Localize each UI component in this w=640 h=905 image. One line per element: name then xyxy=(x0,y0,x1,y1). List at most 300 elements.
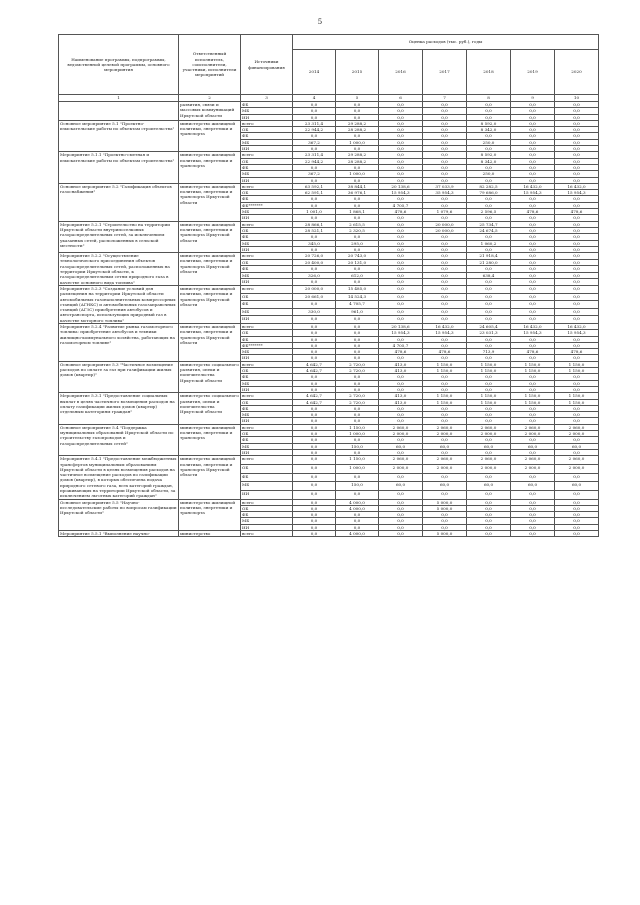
expense-value: 0,0 xyxy=(336,490,379,499)
funding-source: ФБ xyxy=(241,473,293,482)
expense-value: 0,0 xyxy=(467,499,511,505)
funding-source: МБ xyxy=(241,308,293,316)
expense-value: 15 954,3 xyxy=(555,190,599,196)
expense-value: 0,0 xyxy=(511,114,555,120)
funding-source: ОБ xyxy=(241,127,293,133)
expense-value: 0,0 xyxy=(379,164,423,170)
funding-source: ФБ xyxy=(241,374,293,380)
expense-value: 0,0 xyxy=(336,234,379,240)
expense-value: 0,0 xyxy=(379,279,423,286)
expense-value: 0,0 xyxy=(336,196,379,202)
expense-value: 2 000,0 xyxy=(423,431,467,437)
expense-value: 0,0 xyxy=(423,272,467,279)
expense-value: 0,0 xyxy=(467,279,511,286)
expense-value: 0,0 xyxy=(379,308,423,316)
expense-value: 23 311,4 xyxy=(293,152,336,158)
expense-value: 60,0 xyxy=(467,482,511,491)
expense-value: 0,0 xyxy=(467,234,511,240)
expense-value: 0,0 xyxy=(467,146,511,152)
expense-value: 2 000,0 xyxy=(379,431,423,437)
expense-value: 0,0 xyxy=(555,215,599,221)
expense-value: 0,0 xyxy=(467,316,511,324)
header-source: Источники финансирования xyxy=(241,35,293,95)
expense-value: 0,0 xyxy=(423,240,467,246)
funding-source: МБ xyxy=(241,443,293,449)
funding-source: всего xyxy=(241,531,293,537)
expense-value: 0,0 xyxy=(555,524,599,530)
expense-value: 0,0 xyxy=(511,499,555,505)
expense-value: 20 400,0 xyxy=(293,259,336,266)
expense-value: 0,0 xyxy=(511,196,555,202)
expense-value: 0,0 xyxy=(511,146,555,152)
expense-value: 16 432,0 xyxy=(511,183,555,189)
expense-value: 478,6 xyxy=(379,209,423,215)
expense-value: 0,0 xyxy=(555,102,599,108)
expense-value: 28 866,1 xyxy=(293,221,336,227)
expense-value: 79 686,0 xyxy=(467,190,511,196)
expense-value: 1 150,0 xyxy=(423,393,467,399)
expense-value: 0,0 xyxy=(511,152,555,158)
expense-value: 0,0 xyxy=(379,355,423,361)
expense-value: 2 000,0 xyxy=(555,431,599,437)
expense-value: 0,0 xyxy=(423,102,467,108)
funding-source: МБ xyxy=(241,412,293,418)
expense-value: 0,0 xyxy=(379,449,423,455)
expense-value: 478,6 xyxy=(423,349,467,355)
expense-value: 0,0 xyxy=(293,380,336,386)
expense-value: 326,0 xyxy=(293,272,336,279)
column-index: 10 xyxy=(555,95,599,102)
expense-value: 82 282,5 xyxy=(467,183,511,189)
expense-value: 0,0 xyxy=(511,405,555,411)
expense-value: 0,0 xyxy=(423,139,467,145)
expense-value: 4 000,0 xyxy=(336,531,379,537)
expense-value: 2 000,0 xyxy=(423,464,467,473)
expense-value: 0,0 xyxy=(293,437,336,443)
expense-value: 0,0 xyxy=(555,120,599,126)
expense-value: 0,0 xyxy=(379,227,423,233)
expense-value: 0,0 xyxy=(336,133,379,139)
funding-source: ФБ xyxy=(241,234,293,240)
table-row xyxy=(59,285,599,293)
expense-value: 0,0 xyxy=(293,336,336,342)
expense-value: 0,0 xyxy=(511,171,555,177)
expense-value: 0,0 xyxy=(379,246,423,252)
expense-value: 0,0 xyxy=(293,323,336,329)
expense-value: 0,0 xyxy=(336,316,379,324)
expense-value: 1 150,0 xyxy=(555,361,599,367)
expense-value: 0,0 xyxy=(511,120,555,126)
expense-value: 0,0 xyxy=(511,355,555,361)
expense-value: 0,0 xyxy=(379,171,423,177)
funding-source: ИИ xyxy=(241,279,293,286)
expense-value: 0,0 xyxy=(467,114,511,120)
expense-value: 0,0 xyxy=(423,301,467,309)
expense-value: 0,0 xyxy=(379,293,423,301)
column-index: 4 xyxy=(293,95,336,102)
table-row xyxy=(59,456,599,465)
funding-source: ФБ xyxy=(241,512,293,518)
expense-value: 4 000,0 xyxy=(336,499,379,505)
expense-value: 0,0 xyxy=(511,202,555,208)
funding-source: ФБ xyxy=(241,437,293,443)
expense-value: 0,0 xyxy=(423,114,467,120)
expense-value: 1 150,0 xyxy=(511,361,555,367)
expense-value: 0,0 xyxy=(555,308,599,316)
expense-value: 0,0 xyxy=(511,524,555,530)
expense-value: 0,0 xyxy=(379,240,423,246)
expense-value: 20 000,0 xyxy=(423,227,467,233)
expense-value: 8 592,0 xyxy=(467,152,511,158)
expense-value: 2 000,0 xyxy=(467,464,511,473)
expense-value: 0,0 xyxy=(293,133,336,139)
expense-value: 0,0 xyxy=(511,386,555,392)
expense-value: 1 150,0 xyxy=(467,361,511,367)
expense-value: 0,0 xyxy=(293,355,336,361)
expense-value: 0,0 xyxy=(555,473,599,482)
expense-value: 1 150,0 xyxy=(467,368,511,374)
funding-source: всего xyxy=(241,499,293,505)
expense-value: 478,6 xyxy=(379,349,423,355)
activity-executor: министерство жилищной политики, энергетики и транспорта Иркутской области xyxy=(179,253,241,286)
expense-value: 0,0 xyxy=(555,133,599,139)
expense-value: 0,0 xyxy=(379,301,423,309)
expense-value: 0,0 xyxy=(511,293,555,301)
expense-value: 0,0 xyxy=(379,499,423,505)
expense-value: 0,0 xyxy=(511,272,555,279)
expense-value: 1 000,0 xyxy=(336,464,379,473)
header-program: Наименование программы, подпрограммы, ведомственной целевой программы, основного мероприятия xyxy=(59,35,179,95)
expense-value: 20 743,0 xyxy=(336,253,379,260)
expense-value: 2 060,0 xyxy=(423,424,467,430)
expense-value: 0,0 xyxy=(423,266,467,273)
expense-value: 16 432,0 xyxy=(555,183,599,189)
expense-value: 2 720,0 xyxy=(336,399,379,405)
expense-value: 0,0 xyxy=(423,171,467,177)
header-year: 2019 xyxy=(511,50,555,95)
expense-value: 0,0 xyxy=(336,412,379,418)
expense-value: 150,0 xyxy=(336,482,379,491)
expense-value: 0,0 xyxy=(467,518,511,524)
funding-source: МБ xyxy=(241,108,293,114)
program-expense-table xyxy=(58,34,599,537)
expense-value: 0,0 xyxy=(336,418,379,424)
expense-value: 0,0 xyxy=(555,405,599,411)
expense-value: 0,0 xyxy=(336,437,379,443)
expense-value: 60,0 xyxy=(467,443,511,449)
expense-value: 2 060,0 xyxy=(467,456,511,465)
funding-source: ИИ xyxy=(241,114,293,120)
expense-value: 1 079,6 xyxy=(423,209,467,215)
expense-value: 2 060,0 xyxy=(379,424,423,430)
expense-value: 0,0 xyxy=(555,336,599,342)
expense-value: 2 060,0 xyxy=(379,456,423,465)
expense-value: 0,0 xyxy=(423,524,467,530)
expense-value: 0,0 xyxy=(423,418,467,424)
expense-value: 1 000,0 xyxy=(336,171,379,177)
expense-value: 1 150,0 xyxy=(555,368,599,374)
expense-value: 4 642,7 xyxy=(293,399,336,405)
expense-value: 62 591,1 xyxy=(293,190,336,196)
expense-value: 0,0 xyxy=(423,308,467,316)
funding-source: всего xyxy=(241,253,293,260)
expense-value: 0,0 xyxy=(379,505,423,511)
expense-value: 0,0 xyxy=(293,431,336,437)
expense-value: 0,0 xyxy=(511,505,555,511)
expense-value: 60,0 xyxy=(379,482,423,491)
expense-value: 0,0 xyxy=(555,164,599,170)
expense-value: 0,0 xyxy=(379,316,423,324)
table-row xyxy=(59,531,599,537)
activity-executor: министерство жилищной политики, энергетики и транспорта xyxy=(179,120,241,151)
expense-value: 15 485,0 xyxy=(336,285,379,293)
expense-value: 0,0 xyxy=(511,246,555,252)
expense-value: 0,0 xyxy=(555,412,599,418)
funding-source: МБ xyxy=(241,139,293,145)
expense-value: 0,0 xyxy=(423,512,467,518)
funding-source: ФБ xyxy=(241,133,293,139)
expense-value: 0,0 xyxy=(336,246,379,252)
expense-value: 0,0 xyxy=(555,512,599,518)
expense-value: 0,0 xyxy=(293,114,336,120)
funding-source: всего xyxy=(241,393,293,399)
expense-value: 14 524,3 xyxy=(336,293,379,301)
expense-value: 0,0 xyxy=(293,464,336,473)
expense-value: 2 000,0 xyxy=(467,431,511,437)
expense-value: 0,0 xyxy=(511,473,555,482)
expense-value: 60,0 xyxy=(423,482,467,491)
expense-value: 0,0 xyxy=(555,266,599,273)
expense-value: 0,0 xyxy=(379,114,423,120)
expense-value: 2 720,0 xyxy=(336,361,379,367)
expense-value: 4 642,7 xyxy=(293,393,336,399)
expense-value: 20 000,0 xyxy=(293,285,336,293)
funding-source: ФБ xyxy=(241,336,293,342)
column-index: 2 xyxy=(179,95,241,102)
header-year: 2016 xyxy=(379,50,423,95)
expense-value: 1 150,0 xyxy=(511,393,555,399)
activity-name xyxy=(59,102,179,121)
expense-value: 0,0 xyxy=(293,482,336,491)
expense-value: 0,0 xyxy=(555,246,599,252)
funding-source: ОБ xyxy=(241,399,293,405)
expense-value: 28 288,2 xyxy=(336,158,379,164)
expense-value: 0,0 xyxy=(379,259,423,266)
expense-value: 0,0 xyxy=(423,374,467,380)
expense-value: 638,4 xyxy=(467,272,511,279)
expense-value: 0,0 xyxy=(555,158,599,164)
activity-executor: министерство жилищной политики, энергетики и транспорта Иркутской области xyxy=(179,221,241,252)
funding-source: МБ xyxy=(241,272,293,279)
expense-value: 4 642,7 xyxy=(293,361,336,367)
expense-value: 0,0 xyxy=(555,518,599,524)
expense-value: 0,0 xyxy=(293,524,336,530)
expense-value: 2 720,0 xyxy=(336,368,379,374)
expense-value: 24 605,4 xyxy=(467,323,511,329)
funding-source: ФБ xyxy=(241,102,293,108)
funding-source: ИИ xyxy=(241,418,293,424)
expense-value: 0,0 xyxy=(467,164,511,170)
expense-value: 0,0 xyxy=(379,412,423,418)
header-executor: Ответственный исполнитель, соисполнители, участники, исполнители мероприятий xyxy=(179,35,241,95)
expense-value: 36 976,1 xyxy=(336,190,379,196)
expense-value: 0,0 xyxy=(467,418,511,424)
expense-value: 20 138,6 xyxy=(379,323,423,329)
expense-value: 0,0 xyxy=(379,380,423,386)
expense-value: 0,0 xyxy=(336,473,379,482)
expense-value: 0,0 xyxy=(467,108,511,114)
expense-value: 0,0 xyxy=(379,133,423,139)
expense-value: 0,0 xyxy=(423,412,467,418)
funding-source: ИИ xyxy=(241,355,293,361)
expense-value: 24 674,5 xyxy=(467,227,511,233)
expense-value: 0,0 xyxy=(511,374,555,380)
expense-value: 0,0 xyxy=(511,308,555,316)
funding-source: всего xyxy=(241,221,293,227)
expense-value: 4 705,7 xyxy=(379,342,423,348)
expense-value: 0,0 xyxy=(555,171,599,177)
expense-value: 2 060,0 xyxy=(423,456,467,465)
funding-source: МБ xyxy=(241,171,293,177)
expense-value: 330,0 xyxy=(293,308,336,316)
header-estimate: Оценка расходов (тыс. руб.), годы xyxy=(293,35,599,50)
expense-value: 0,0 xyxy=(293,301,336,309)
expense-value: 0,0 xyxy=(555,227,599,233)
expense-value: 0,0 xyxy=(379,215,423,221)
activity-name: Основное мероприятие 5.4 "Поддержка муниципальных образований Иркутской области по строительству газопроводов и газораспределительных сетей" xyxy=(59,424,179,455)
expense-value: 0,0 xyxy=(336,330,379,336)
expense-value: 0,0 xyxy=(511,158,555,164)
activity-name: Мероприятие 5.2.1 "Строительство на территории Иркутской области внутрипоселковых газораспределительных сетей, за исключением указанных сетей, расположенных в сельской местности" xyxy=(59,221,179,252)
expense-value: 1 150,0 xyxy=(467,399,511,405)
funding-source: всего xyxy=(241,456,293,465)
expense-value: 2 320,5 xyxy=(336,227,379,233)
expense-value: 28 521,1 xyxy=(293,227,336,233)
expense-value: 0,0 xyxy=(555,127,599,133)
activity-executor: министерство жилищной политики, энергетики и транспорта Иркутской области xyxy=(179,323,241,361)
activity-executor: министерство жилищной политики, энергетики и транспорта Иркутской области xyxy=(179,285,241,323)
expense-value: 713,9 xyxy=(467,349,511,355)
expense-value: 0,0 xyxy=(423,234,467,240)
expense-value: 0,0 xyxy=(423,355,467,361)
expense-value: 1 150,0 xyxy=(555,399,599,405)
expense-value: 0,0 xyxy=(379,120,423,126)
expense-value: 0,0 xyxy=(467,449,511,455)
expense-value: 0,0 xyxy=(511,490,555,499)
expense-value: 0,0 xyxy=(379,146,423,152)
expense-value: 0,0 xyxy=(555,253,599,260)
expense-value: 0,0 xyxy=(511,215,555,221)
expense-value: 1 150,0 xyxy=(423,399,467,405)
expense-value: 0,0 xyxy=(336,323,379,329)
expense-value: 23 031,3 xyxy=(467,330,511,336)
expense-value: 0,0 xyxy=(336,380,379,386)
expense-value: 0,0 xyxy=(511,240,555,246)
expense-value: 2 000,0 xyxy=(511,431,555,437)
expense-value: 0,0 xyxy=(555,240,599,246)
expense-value: 478,6 xyxy=(555,209,599,215)
expense-value: 0,0 xyxy=(293,196,336,202)
expense-value: 0,0 xyxy=(423,133,467,139)
expense-value: 0,0 xyxy=(293,456,336,465)
funding-source: ФБ xyxy=(241,405,293,411)
expense-value: 1 001,0 xyxy=(293,209,336,215)
expense-value: 0,0 xyxy=(511,164,555,170)
expense-value: 0,0 xyxy=(423,196,467,202)
expense-value: 367,2 xyxy=(293,139,336,145)
expense-value: 1 150,0 xyxy=(423,368,467,374)
expense-value: 0,0 xyxy=(555,152,599,158)
expense-value: 0,0 xyxy=(379,108,423,114)
expense-value: 0,0 xyxy=(511,285,555,293)
expense-value: 0,0 xyxy=(293,412,336,418)
expense-value: 0,0 xyxy=(336,177,379,183)
expense-value: 0,0 xyxy=(511,412,555,418)
expense-value: 0,0 xyxy=(423,449,467,455)
expense-value: 8 592,0 xyxy=(467,120,511,126)
expense-value: 0,0 xyxy=(336,518,379,524)
expense-value: 20 131,0 xyxy=(336,259,379,266)
expense-value: 0,0 xyxy=(467,386,511,392)
expense-value: 1 000,0 xyxy=(336,431,379,437)
expense-value: 0,0 xyxy=(379,152,423,158)
expense-value: 15 954,3 xyxy=(423,330,467,336)
expense-value: 0,0 xyxy=(511,227,555,233)
funding-source: МБ xyxy=(241,380,293,386)
expense-value: 8 342,0 xyxy=(467,127,511,133)
activity-executor: развития, связи и массовых коммуникаций Иркутской области xyxy=(179,102,241,121)
activity-name: Мероприятие 5.1.1 "Проектно-сметная и изыскательские работы по объектам строительства" xyxy=(59,152,179,183)
expense-value: 0,0 xyxy=(336,108,379,114)
expense-value: 413,0 xyxy=(379,399,423,405)
column-index: 6 xyxy=(379,95,423,102)
funding-source: всего xyxy=(241,183,293,189)
expense-value: 0,0 xyxy=(511,301,555,309)
expense-value: 0,0 xyxy=(555,437,599,443)
expense-value: 0,0 xyxy=(336,374,379,380)
funding-source: ФБ******* xyxy=(241,202,293,208)
expense-value: 21 918,4 xyxy=(467,253,511,260)
expense-value: 0,0 xyxy=(379,418,423,424)
funding-source: МБ xyxy=(241,482,293,491)
funding-source: ИИ xyxy=(241,215,293,221)
expense-value: 0,0 xyxy=(379,336,423,342)
expense-value: 0,0 xyxy=(511,449,555,455)
expense-value: 1 060,2 xyxy=(467,240,511,246)
expense-value: 60,0 xyxy=(555,443,599,449)
expense-value: 1 000,0 xyxy=(336,139,379,145)
expense-value: 28 288,2 xyxy=(336,127,379,133)
expense-value: 0,0 xyxy=(293,505,336,511)
funding-source: ОБ xyxy=(241,293,293,301)
expense-value: 0,0 xyxy=(511,512,555,518)
expense-value: 0,0 xyxy=(423,246,467,252)
expense-value: 0,0 xyxy=(467,380,511,386)
expense-value: 0,0 xyxy=(293,499,336,505)
expense-value: 1 150,0 xyxy=(467,393,511,399)
expense-value: 2 060,0 xyxy=(555,456,599,465)
expense-value: 0,0 xyxy=(336,102,379,108)
expense-value: 345,0 xyxy=(293,240,336,246)
expense-value: 15 954,3 xyxy=(379,190,423,196)
expense-value: 0,0 xyxy=(293,266,336,273)
expense-value: 1 150,0 xyxy=(555,393,599,399)
expense-value: 0,0 xyxy=(555,499,599,505)
expense-value: 0,0 xyxy=(423,336,467,342)
expense-value: 0,0 xyxy=(555,505,599,511)
expense-value: 0,0 xyxy=(555,139,599,145)
expense-value: 0,0 xyxy=(511,259,555,266)
